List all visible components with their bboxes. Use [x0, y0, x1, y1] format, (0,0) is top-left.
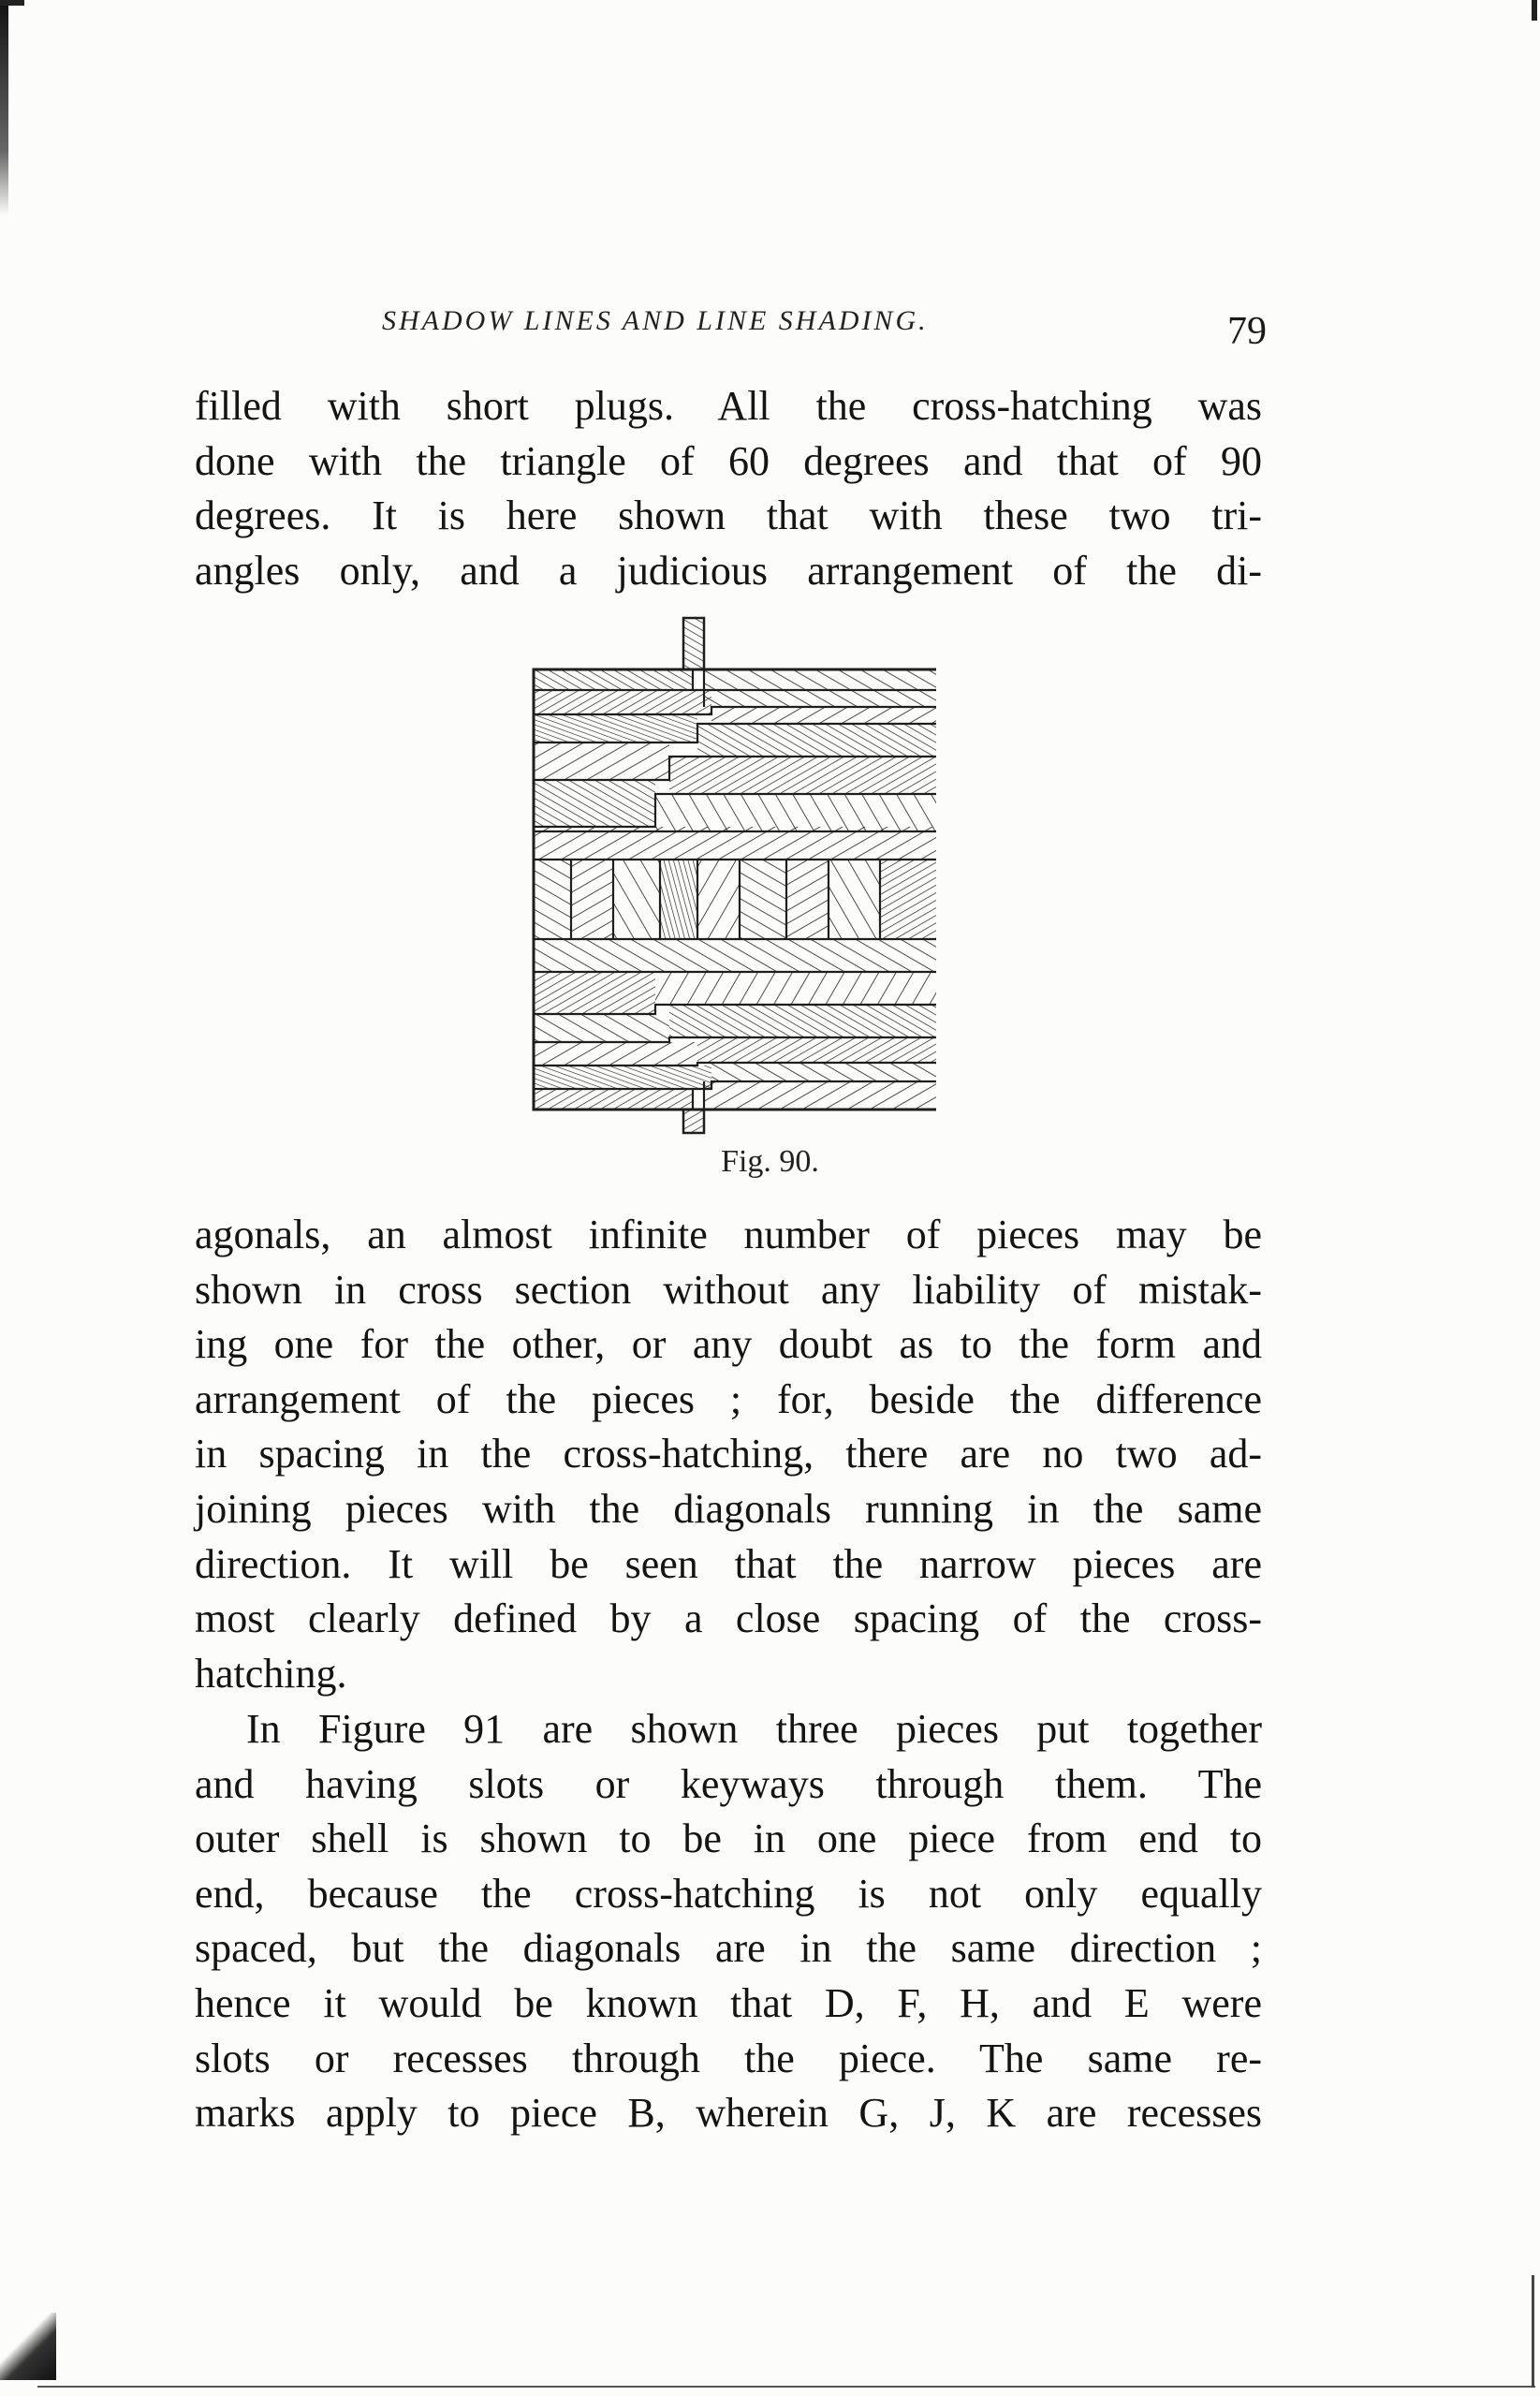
text-line: joining pieces with the diagonals running in the same — [195, 1485, 1262, 1532]
band-top-left — [534, 669, 693, 690]
text-line: ing one for the other, or any doubt as to the form and — [195, 1321, 1262, 1368]
scan-mark-top-left-edge — [0, 0, 24, 6]
band-2-right — [711, 707, 936, 724]
text-line: outer shell is shown to be in one piece from end to — [195, 1815, 1262, 1862]
paragraph-3 — [195, 1702, 1262, 2141]
text-line: most clearly defined by a close spacing of the cross- — [195, 1595, 1262, 1642]
text-line: angles only, and a judicious arrangement of the di- — [195, 547, 1262, 594]
text-line: In Figure 91 are shown three pieces put together — [246, 1706, 1262, 1752]
text-line: end, because the cross-hatching is not only equally — [195, 1870, 1262, 1917]
paragraph-2 — [195, 1208, 1262, 1701]
band-3-right — [697, 724, 936, 757]
text-line: hatching. — [195, 1650, 347, 1697]
running-title: SHADOW LINES AND LINE SHADING. — [382, 305, 929, 336]
text-line: direction. It will be seen that the narrow pieces are — [195, 1540, 1262, 1587]
text-line: shown in cross section without any liability of mistak- — [195, 1266, 1262, 1313]
band-11-right — [711, 1063, 936, 1081]
text-line: hence it would be known that D, F, H, and E were — [195, 1979, 1262, 2026]
text-line: in spacing in the cross-hatching, there are no two ad- — [195, 1431, 1262, 1477]
text-line: spaced, but the diagonals are in the same direction ; — [195, 1925, 1262, 1972]
top-plug — [683, 618, 704, 669]
band-10 — [534, 1042, 697, 1066]
mid-block-2 — [571, 860, 613, 939]
paragraph-1 — [195, 379, 1262, 598]
text-line: agonals, an almost infinite number of pieces may be — [195, 1212, 1262, 1257]
band-3 — [534, 714, 697, 742]
band-5-right — [655, 794, 936, 831]
mid-block-4 — [660, 860, 697, 939]
band-top-right — [704, 669, 936, 707]
band-9 — [534, 1014, 669, 1042]
figure-caption: Fig. 90. — [721, 1144, 819, 1179]
text-line: marks apply to piece B, wherein G, J, K are recesses — [195, 2090, 1262, 2137]
mid-block-7 — [786, 860, 829, 939]
scan-mark-bottom-right — [1532, 2275, 1534, 2388]
page-number: 79 — [1227, 310, 1267, 353]
band-4-right — [669, 757, 936, 794]
band-12 — [534, 1089, 693, 1110]
band-12-right — [704, 1081, 936, 1110]
band-8-right — [655, 972, 936, 1005]
band-7 — [534, 939, 936, 972]
scan-mark-top-right — [1532, 0, 1537, 21]
running-head — [197, 301, 1287, 358]
mid-block-1 — [534, 860, 571, 939]
mid-block-8 — [829, 860, 880, 939]
bottom-plug — [683, 1110, 704, 1133]
scan-mark-top-left — [0, 0, 8, 215]
mid-block-6 — [740, 860, 786, 939]
band-11 — [534, 1066, 711, 1089]
figure-90-cross-section — [515, 613, 936, 1138]
band-9-right — [669, 1005, 936, 1037]
band-10-right — [697, 1037, 936, 1063]
text-line: arrangement of the pieces ; for, beside the difference — [195, 1375, 1262, 1422]
mid-block-3 — [613, 860, 660, 939]
band-8 — [534, 972, 655, 1014]
band-2 — [534, 690, 711, 714]
text-line: and having slots or keyways through them. The — [195, 1760, 1262, 1807]
mid-block-9 — [880, 860, 936, 939]
text-line: degrees. It is here shown that with these two tri- — [195, 492, 1262, 539]
band-5 — [534, 780, 655, 827]
band-4 — [534, 742, 669, 780]
text-line: filled with short plugs. All the cross-hatching was — [195, 383, 1262, 429]
scan-mark-bottom-left — [0, 2313, 56, 2380]
mid-block-5 — [697, 860, 740, 939]
text-line: slots or recesses through the piece. The same re- — [195, 2035, 1262, 2081]
text-line: done with the triangle of 60 degrees and that of 90 — [195, 437, 1262, 484]
scan-mark-bottom-line — [37, 2386, 1535, 2388]
